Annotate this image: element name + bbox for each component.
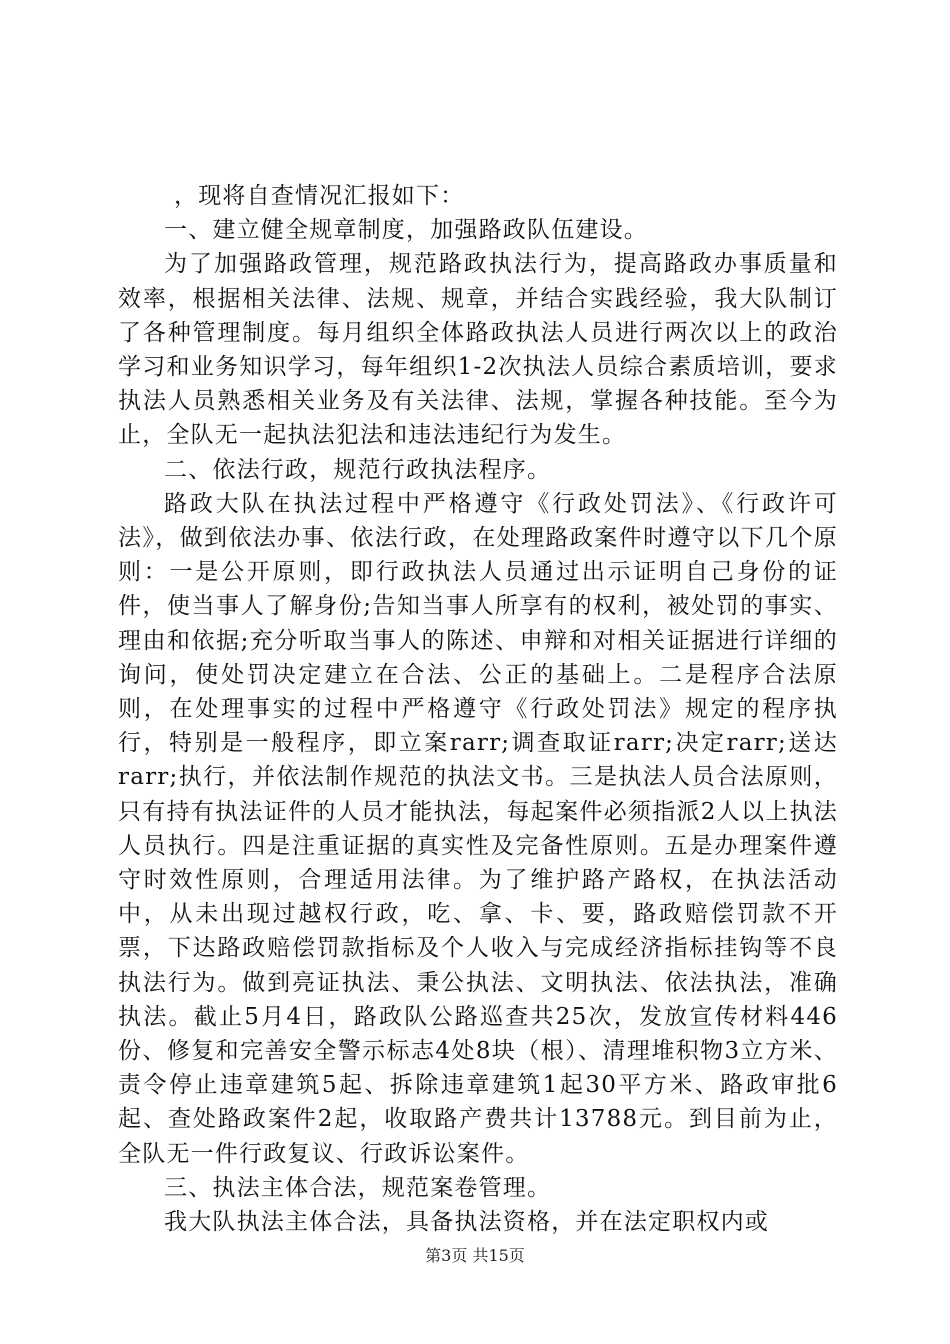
paragraph-2: 路政大队在执法过程中严格遵守《行政处罚法》、《行政许可法》，做到依法办事、依法行政，在处理路政案件时遵守以下几个原则：一是公开原则，即行政执法人员通过出示证明自己身份的证件，使当事人了解身份;告知当事人所享有的权利，被处罚的事实、理由和依据;充分听取当事人的陈述、申辩和对相关证据进行详细的询问，使处罚决定建立在合法、公正的基础上。二是程序合法原则，在处理事实的过程中严格遵守《行政处罚法》规定的程序执行，特别是一般程序，即立案rarr;调查取证rarr;决定rarr;送达rarr;执行，并依法制作规范的执法文书。三是执法人员合法原则，只有持有执法证件的人员才能执法，每起案件必须指派2人以上执法人员执行。四是注重证据的真实性及完备性原则。五是办理案件遵守时效性原则，合理适用法律。为了维护路产路权，在执法活动中，从未出现过越权行政，吃、拿、卡、要，路政赔偿罚款不开票，下达路政赔偿罚款指标及个人收入与完成经济指标挂钩等不良执法行为。做到亮证执法、秉公执法、文明执法、依法执法，准确执法。截止5月4日，路政队公路巡查共25次，发放宣传材料446份、修复和完善安全警示标志4处8块（根）、清理堆积物3立方米、责令停止违章建筑5起、拆除违章建筑1起30平方米、路政审批6起、查处路政案件2起，收取路产费共计13788元。到目前为止，全队无一件行政复议、行政诉讼案件。 xyxy=(118,490,838,1167)
intro-line: ，现将自查情况汇报如下： xyxy=(174,183,465,209)
paragraph-1: 为了加强路政管理，规范路政执法行为，提高路政办事质量和效率，根据相关法律、法规、规章，并结合实践经验，我大队制订了各种管理制度。每月组织全体路政执法人员进行两次以上的政治学习和业务知识学习，每年组织1-2次执法人员综合素质培训，要求执法人员熟悉相关业务及有关法律、法规，掌握各种技能。至今为止，全队无一起执法犯法和违法违纪行为发生。 xyxy=(118,251,838,449)
section-heading-1: 一、建立健全规章制度，加强路政队伍建设。 xyxy=(164,217,648,244)
section-heading-3: 三、执法主体合法，规范案卷管理。 xyxy=(164,1174,552,1201)
document-body xyxy=(118,179,838,1239)
page-footer: 第3页 共15页 xyxy=(425,1246,525,1265)
paragraph-3: 我大队执法主体合法，具备执法资格，并在法定职权内或 xyxy=(164,1209,769,1236)
section-heading-2: 二、依法行政，规范行政执法程序。 xyxy=(164,456,552,483)
